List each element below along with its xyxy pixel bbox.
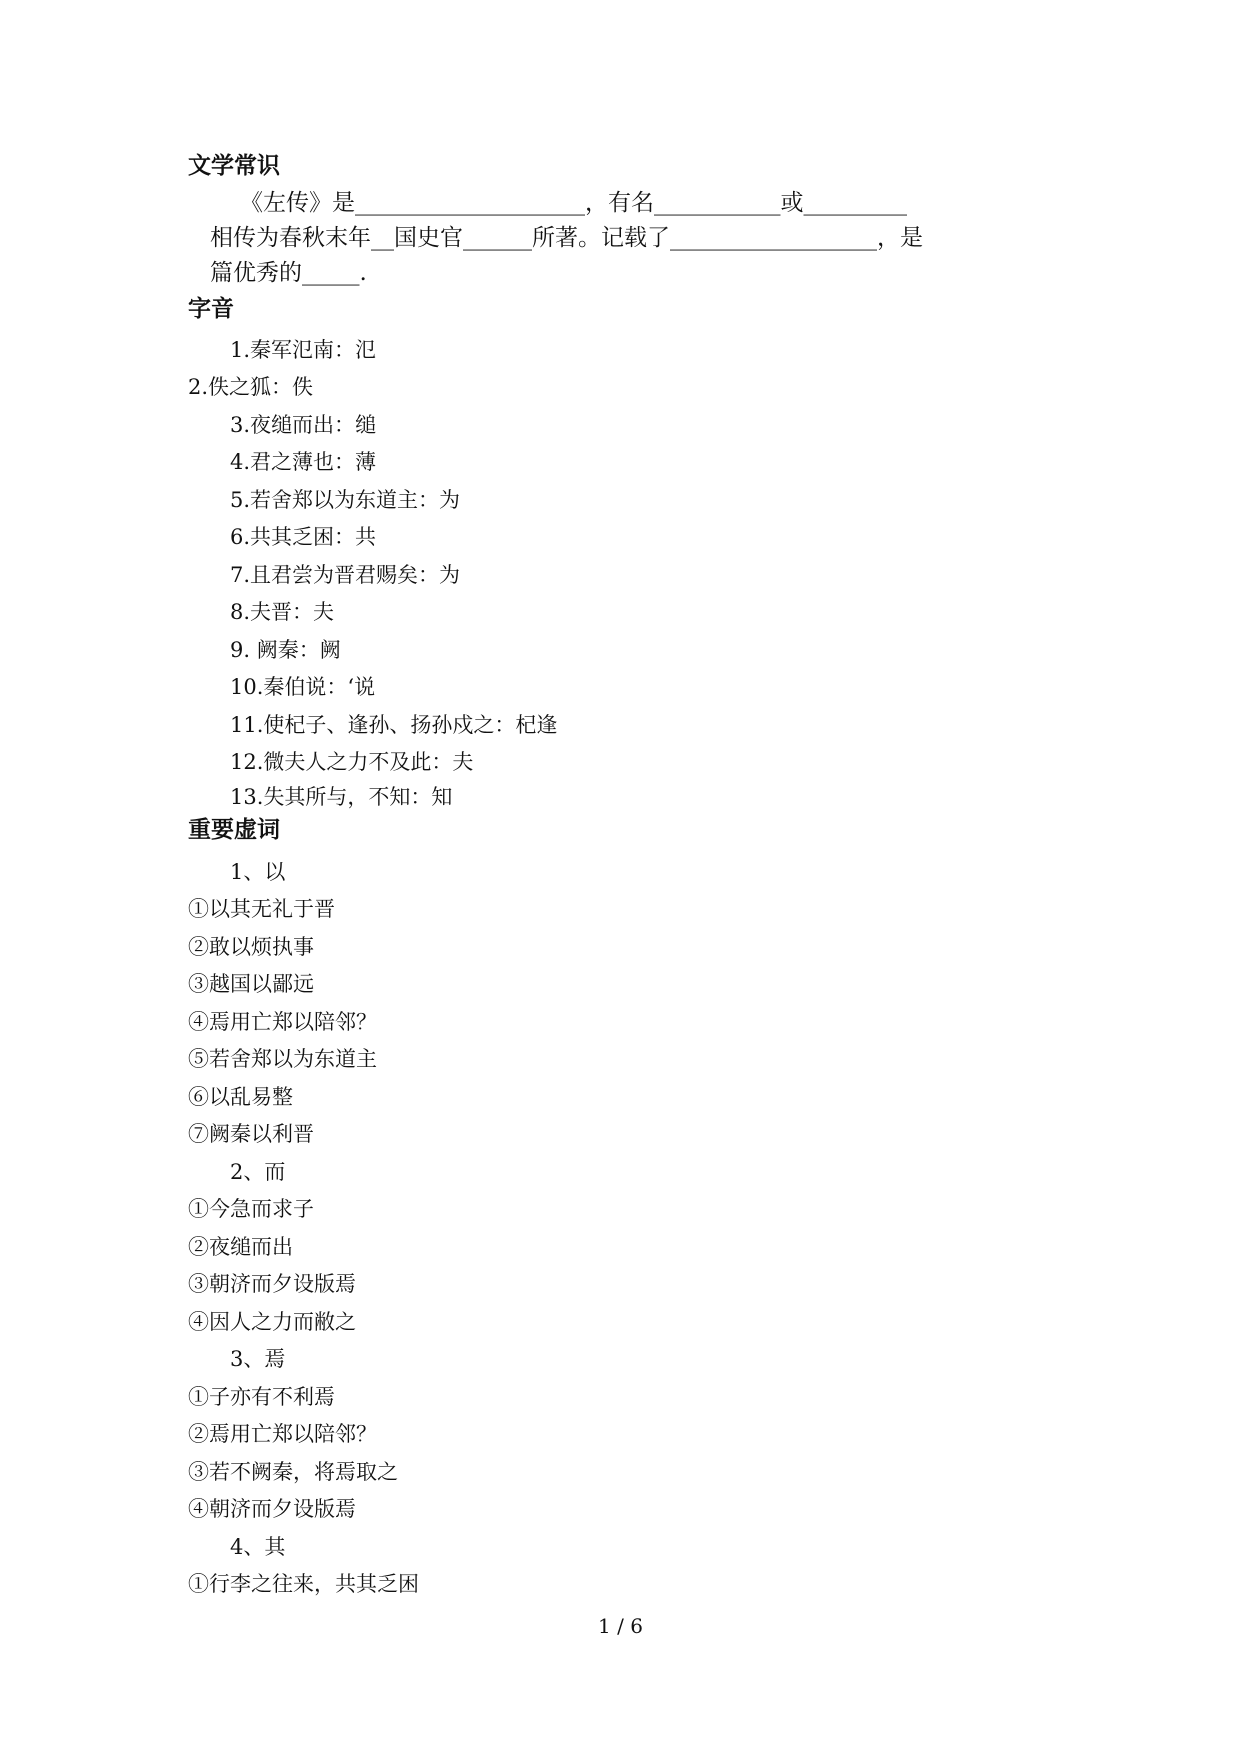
pronunciation-item: 10.秦伯说：‘说 [230, 675, 376, 699]
pronunciation-item: 2.佚之狐：佚 [188, 375, 314, 399]
literature-line-3: 篇优秀的_____. [210, 260, 367, 286]
function-word-group-title: 3、焉 [230, 1347, 286, 1371]
function-word-group-title: 4、其 [230, 1535, 286, 1559]
pronunciation-item: 8.夫晋：夫 [230, 600, 335, 624]
function-word-example: ①行李之往来，共其乏困 [188, 1572, 419, 1596]
pronunciation-item: 11.使杞子、逢孙、扬孙戍之：杞逢 [230, 713, 558, 737]
function-word-example: ③朝济而夕设版焉 [188, 1272, 356, 1296]
pronunciation-item: 12.微夫人之力不及此：夫 [230, 750, 474, 774]
section-heading-literature: 文学常识 [188, 153, 280, 179]
function-word-example: ③越国以鄙远 [188, 972, 314, 996]
function-word-example: ①今急而求子 [188, 1197, 314, 1221]
pronunciation-item: 13.失其所与，不知：知 [230, 785, 453, 809]
function-word-example: ②焉用亡郑以陪邻？ [188, 1422, 377, 1446]
section-heading-pronunciation: 字音 [188, 296, 234, 322]
pronunciation-item: 5.若舍郑以为东道主：为 [230, 488, 461, 512]
function-word-example: ⑥以乱易整 [188, 1085, 293, 1109]
pronunciation-item: 3.夜缒而出：缒 [230, 413, 377, 437]
function-word-example: ④焉用亡郑以陪邻？ [188, 1010, 377, 1034]
pronunciation-item: 7.且君尝为晋君赐矣：为 [230, 563, 461, 587]
page-number: 1 / 6 [598, 1614, 643, 1638]
function-word-group-title: 1、以 [230, 860, 286, 884]
pronunciation-item: 1.秦军氾南：氾 [230, 338, 377, 362]
function-word-example: ②敢以烦执事 [188, 935, 314, 959]
literature-line-2: 相传为春秋末年__国史官______所著。记载了__________________，是 [210, 225, 923, 251]
pronunciation-item: 6.共其乏困：共 [230, 525, 377, 549]
function-word-example: ⑦阙秦以利晋 [188, 1122, 314, 1146]
section-heading-function-words: 重要虚词 [188, 817, 280, 843]
pronunciation-item: 4.君之薄也：薄 [230, 450, 377, 474]
function-word-example: ⑤若舍郑以为东道主 [188, 1047, 377, 1071]
function-word-example: ①以其无礼于晋 [188, 897, 335, 921]
function-word-example: ①子亦有不利焉 [188, 1385, 335, 1409]
function-word-example: ④因人之力而敝之 [188, 1310, 356, 1334]
literature-line-1: 《左传》是____________________，有名___________或_________ [240, 190, 907, 216]
function-word-example: ②夜缒而出 [188, 1235, 293, 1259]
function-word-example: ③若不阙秦，将焉取之 [188, 1460, 398, 1484]
function-word-group-title: 2、而 [230, 1160, 286, 1184]
pronunciation-item: 9. 阙秦：阙 [230, 638, 341, 662]
function-word-example: ④朝济而夕设版焉 [188, 1497, 356, 1521]
